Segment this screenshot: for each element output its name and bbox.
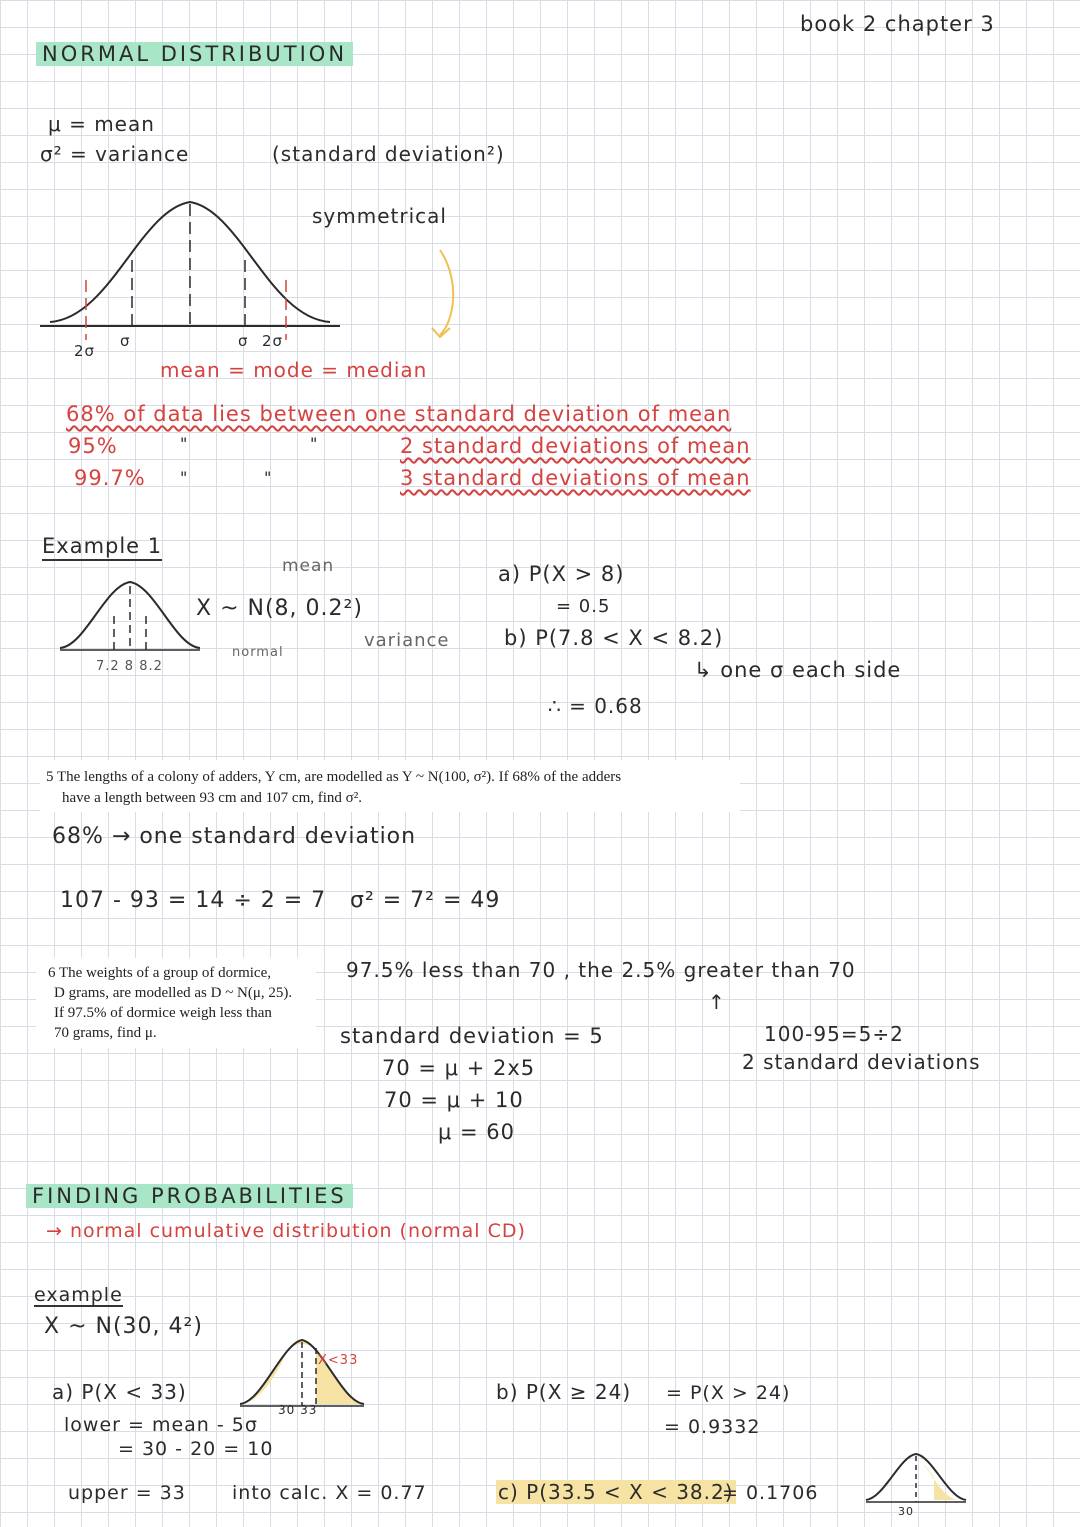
upper-bound: upper = 33 — [68, 1482, 186, 1504]
finding-subheading: → normal cumulative distribution (normal CD) — [46, 1220, 526, 1242]
finding-part-a: a) P(X < 33) — [52, 1380, 187, 1404]
rule-997-pct: 99.7% — [74, 466, 146, 490]
example1-part-b: b) P(7.8 < X < 8.2) — [504, 626, 724, 650]
example1-curve — [60, 576, 200, 656]
question6-box — [36, 958, 316, 1048]
finding-part-b-answer: = 0.9332 — [664, 1416, 761, 1438]
tick-sigma-left: σ — [120, 332, 131, 350]
question5-box — [40, 760, 740, 812]
question5-line2: have a length between 93 cm and 107 cm, find σ². — [62, 790, 362, 806]
finding-curve — [240, 1336, 370, 1410]
bell-curve-diagram — [40, 190, 480, 370]
curve-label: X<33 — [318, 1353, 359, 1368]
lower-bound-calc: = 30 - 20 = 10 — [118, 1438, 274, 1460]
ditto-mark: " — [180, 468, 189, 487]
example1-heading: Example 1 — [42, 536, 162, 561]
question6-work2: standard deviation = 5 — [340, 1024, 604, 1048]
rule-68: 68% of data lies between one standard deviation of mean — [66, 402, 732, 426]
rule-95-text: 2 standard deviations of mean — [400, 434, 751, 458]
normal-label: normal — [232, 645, 284, 660]
question6-side2: 2 standard deviations — [742, 1050, 981, 1074]
ditto-mark: " — [180, 434, 189, 453]
tick-2sigma-right: 2σ — [262, 332, 284, 350]
question6-line4: 70 grams, find μ. — [54, 1025, 157, 1041]
symmetrical-label: symmetrical — [312, 204, 447, 228]
small-shaded-region — [916, 1460, 956, 1500]
mean-label: mean — [282, 556, 335, 576]
question5-work3: σ² = 7² = 49 — [350, 888, 501, 913]
rule-95-pct: 95% — [68, 434, 118, 458]
example1-axis-labels: 7.2 8 8.2 — [96, 659, 163, 674]
mean-mode-median: mean = mode = median — [160, 358, 428, 382]
rule-997-text: 3 standard deviations of mean — [400, 466, 751, 490]
finding-part-c — [496, 1482, 736, 1502]
finding-part-b: b) P(X ≥ 24) — [496, 1380, 632, 1404]
example1-part-b-answer: ∴ = 0.68 — [548, 694, 643, 718]
lower-bound: lower = mean - 5σ — [64, 1414, 258, 1436]
question5-work1: 68% → one standard deviation — [52, 824, 417, 849]
question6-work3: 70 = μ + 2x5 — [382, 1056, 536, 1080]
finding-part-c-text: c) P(33.5 < X < 38.2) — [498, 1480, 734, 1504]
standard-deviation-note: (standard deviation²) — [272, 142, 505, 166]
example1-model: X ~ N(8, 0.2²) — [196, 596, 363, 621]
up-arrow: ↑ — [708, 990, 726, 1014]
sigma-definition: σ² = variance — [40, 142, 190, 166]
mu-definition: μ = mean — [48, 112, 155, 136]
question5-work2: 107 - 93 = 14 ÷ 2 = 7 — [60, 888, 327, 913]
question6-work5: μ = 60 — [438, 1120, 516, 1144]
book-reference: book 2 chapter 3 — [800, 12, 995, 36]
finding-model: X ~ N(30, 4²) — [44, 1314, 203, 1339]
finding-part-b-eq: = P(X > 24) — [666, 1382, 791, 1404]
question6-work4: 70 = μ + 10 — [384, 1088, 524, 1112]
tick-sigma-right: σ — [238, 332, 249, 350]
question6-side1: 100-95=5÷2 — [764, 1022, 904, 1046]
page-title — [36, 44, 353, 65]
curve-axis-labels: 30 33 — [278, 1403, 318, 1417]
variance-label: variance — [364, 630, 450, 651]
example1-part-b-note: ↳ one σ each side — [694, 658, 902, 682]
finding-heading — [26, 1186, 353, 1207]
small-curve — [866, 1448, 976, 1508]
example1-part-a-answer: = 0.5 — [556, 596, 611, 617]
question6-line1: 6 The weights of a group of dormice, — [48, 965, 272, 981]
finding-heading-text: FINDING PROBABILITIES — [26, 1184, 353, 1208]
tick-2sigma-left: 2σ — [74, 342, 96, 360]
small-curve-label: 30 — [898, 1505, 914, 1518]
example1-part-a: a) P(X > 8) — [498, 562, 625, 586]
arrow-curve — [440, 250, 453, 335]
ditto-mark: " — [310, 434, 319, 453]
question5-line1: 5 The lengths of a colony of adders, Y cm, are modelled as Y ~ N(100, σ²). If 68% of the adders — [46, 769, 622, 785]
example-label: example — [34, 1284, 123, 1306]
ditto-mark: " — [264, 468, 273, 487]
page-title-text: NORMAL DISTRIBUTION — [36, 42, 353, 66]
question6-work1: 97.5% less than 70 , the 2.5% greater than 70 — [346, 958, 856, 982]
question6-line3: If 97.5% of dormice weigh less than — [54, 1005, 272, 1021]
calculator-result: into calc. X = 0.77 — [232, 1482, 427, 1504]
question6-line2: D grams, are modelled as D ~ N(μ, 25). — [54, 985, 293, 1001]
finding-part-c-answer: = 0.1706 — [722, 1482, 819, 1504]
